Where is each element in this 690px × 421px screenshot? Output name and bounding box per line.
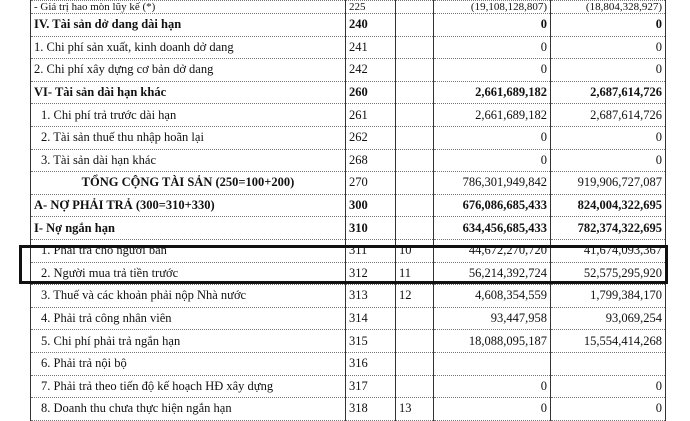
row-begin-value: 15,554,414,268 (551, 330, 666, 353)
row-label: TỔNG CỘNG TÀI SẢN (250=100+200) (31, 172, 346, 195)
row-end-value: 0 (434, 36, 551, 59)
table-row (31, 104, 666, 127)
row-end-value: 93,447,958 (434, 307, 551, 330)
table-row (31, 262, 666, 285)
table-row (31, 239, 666, 262)
row-begin-value: 782,374,322,695 (551, 217, 666, 240)
table-row (31, 194, 666, 217)
row-label: 4. Phải trả công nhân viên (31, 307, 346, 330)
row-end-value: 786,301,949,842 (434, 172, 551, 195)
row-end-value: 676,086,685,433 (434, 194, 551, 217)
row-begin-value: 41,674,093,367 (551, 239, 666, 262)
row-code: 313 (346, 285, 396, 308)
table-row (31, 149, 666, 172)
row-begin-value: 2,687,614,726 (551, 81, 666, 104)
row-code: 311 (346, 239, 396, 262)
row-code: 316 (346, 352, 396, 375)
row-end-value: 0 (434, 398, 551, 421)
row-end-value: 634,456,685,433 (434, 217, 551, 240)
row-code: 314 (346, 307, 396, 330)
row-code: 242 (346, 59, 396, 82)
row-label: I- Nợ ngắn hạn (31, 217, 346, 240)
table-row (31, 352, 666, 375)
table-row (31, 126, 666, 149)
row-begin-value: 0 (551, 59, 666, 82)
row-label: 6. Phải trả nội bộ (31, 352, 346, 375)
row-label: 2. Người mua trả tiền trước (31, 262, 346, 285)
row-note: 13 (396, 398, 434, 421)
row-note (396, 1, 434, 14)
table-row (31, 330, 666, 353)
table-row (31, 59, 666, 82)
table-row (31, 307, 666, 330)
table-row (31, 285, 666, 308)
row-begin-value: 1,799,384,170 (551, 285, 666, 308)
row-end-value: 0 (434, 149, 551, 172)
table-row (31, 1, 666, 14)
row-code: 241 (346, 36, 396, 59)
row-end-value: 0 (434, 59, 551, 82)
row-begin-value: 0 (551, 36, 666, 59)
table-row (31, 14, 666, 37)
row-code: 317 (346, 375, 396, 398)
row-begin-value: 0 (551, 149, 666, 172)
row-code: 260 (346, 81, 396, 104)
row-note (396, 352, 434, 375)
row-end-value: 2,661,689,182 (434, 81, 551, 104)
row-code: 300 (346, 194, 396, 217)
row-note (396, 307, 434, 330)
row-code: 315 (346, 330, 396, 353)
row-label: - Giá trị hao mòn lũy kế (*) (31, 1, 346, 14)
row-note (396, 149, 434, 172)
row-code: 262 (346, 126, 396, 149)
row-note (396, 81, 434, 104)
row-label: 5. Chi phí phải trả ngắn hạn (31, 330, 346, 353)
row-label: 3. Thuế và các khoản phải nộp Nhà nước (31, 285, 346, 308)
row-code: 261 (346, 104, 396, 127)
row-code: 268 (346, 149, 396, 172)
table-row (31, 398, 666, 421)
row-end-value: 18,088,095,187 (434, 330, 551, 353)
row-note (396, 375, 434, 398)
row-begin-value: 93,069,254 (551, 307, 666, 330)
row-end-value: 0 (434, 375, 551, 398)
row-note: 12 (396, 285, 434, 308)
row-end-value: 44,672,270,720 (434, 239, 551, 262)
row-begin-value: 0 (551, 126, 666, 149)
row-end-value: 0 (434, 126, 551, 149)
row-note (396, 14, 434, 37)
row-begin-value: 52,575,295,920 (551, 262, 666, 285)
row-label: 1. Phải trả cho người bán (31, 239, 346, 262)
row-label: IV. Tài sản dở dang dài hạn (31, 14, 346, 37)
row-note (396, 194, 434, 217)
table-row (31, 36, 666, 59)
row-end-value: 4,608,354,559 (434, 285, 551, 308)
balance-sheet-table (30, 0, 666, 421)
row-begin-value: 919,906,727,087 (551, 172, 666, 195)
row-begin-value (551, 352, 666, 375)
table-row (31, 217, 666, 240)
row-note: 11 (396, 262, 434, 285)
row-note (396, 126, 434, 149)
row-note (396, 59, 434, 82)
row-label: 2. Tài sản thuế thu nhập hoãn lại (31, 126, 346, 149)
row-code: 240 (346, 14, 396, 37)
row-begin-value: 0 (551, 14, 666, 37)
table-row (31, 172, 666, 195)
row-label: A- NỢ PHẢI TRẢ (300=310+330) (31, 194, 346, 217)
row-note (396, 330, 434, 353)
row-begin-value: 0 (551, 375, 666, 398)
row-end-value: 56,214,392,724 (434, 262, 551, 285)
row-begin-value: (18,804,328,927) (551, 1, 666, 14)
row-note (396, 172, 434, 195)
table-row (31, 375, 666, 398)
row-label: VI- Tài sản dài hạn khác (31, 81, 346, 104)
row-note: 10 (396, 239, 434, 262)
row-code: 225 (346, 1, 396, 14)
row-code: 318 (346, 398, 396, 421)
row-code: 312 (346, 262, 396, 285)
row-begin-value: 0 (551, 398, 666, 421)
row-label: 1. Chi phí sản xuất, kinh doanh dở dang (31, 36, 346, 59)
row-note (396, 104, 434, 127)
row-code: 310 (346, 217, 396, 240)
row-note (396, 36, 434, 59)
row-end-value: 2,661,689,182 (434, 104, 551, 127)
row-label: 7. Phải trả theo tiến độ kế hoạch HĐ xây dựng (31, 375, 346, 398)
row-end-value: (19,108,128,807) (434, 1, 551, 14)
row-code: 270 (346, 172, 396, 195)
row-label: 2. Chi phí xây dựng cơ bản dở dang (31, 59, 346, 82)
row-label: 1. Chi phí trả trước dài hạn (31, 104, 346, 127)
row-note (396, 217, 434, 240)
table-row (31, 81, 666, 104)
row-begin-value: 824,004,322,695 (551, 194, 666, 217)
row-label: 3. Tài sản dài hạn khác (31, 149, 346, 172)
row-end-value (434, 352, 551, 375)
row-begin-value: 2,687,614,726 (551, 104, 666, 127)
row-end-value: 0 (434, 14, 551, 37)
row-label: 8. Doanh thu chưa thực hiện ngắn hạn (31, 398, 346, 421)
